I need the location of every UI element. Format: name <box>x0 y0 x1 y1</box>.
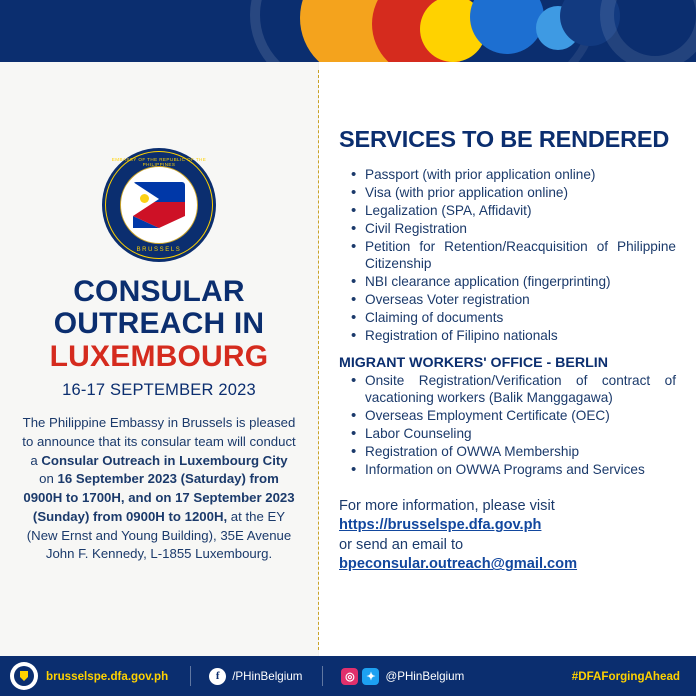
list-item: • Visa (with prior application online) <box>349 185 676 202</box>
footer-facebook-label: /PHinBelgium <box>232 669 303 683</box>
list-item: • Passport (with prior application online) <box>349 167 676 184</box>
description-end: at the EY (New Ernst and Young Building), 35E Avenue John F. Kennedy, L-1855 Luxembourg. <box>26 508 292 562</box>
embassy-seal-icon <box>102 148 216 262</box>
info-line-2: or send an email to <box>339 536 464 553</box>
twitter-icon[interactable]: ✦ <box>362 668 379 685</box>
footer-divider <box>190 666 191 686</box>
list-item: • Onsite Registration/Verification of contract of vacationing workers (Balik Manggagawa) <box>349 373 676 407</box>
footer-social-label: @PHinBelgium <box>385 669 465 683</box>
list-item: • Civil Registration <box>349 221 676 238</box>
top-banner <box>0 0 696 62</box>
list-item: • Labor Counseling <box>349 426 676 443</box>
services-heading: SERVICES TO BE RENDERED <box>339 126 670 152</box>
seal-shield-icon <box>133 182 185 228</box>
list-item: • Registration of Filipino nationals <box>349 328 676 345</box>
title-line-3: LUXEMBOURG <box>49 339 269 373</box>
seal-text-top: EMBASSY OF THE REPUBLIC OF THE PHILIPPINES <box>111 157 207 167</box>
list-item: • Overseas Employment Certificate (OEC) <box>349 408 676 425</box>
list-item: • Petition for Retention/Reacquisition of Philippine Citizenship <box>349 239 676 273</box>
right-panel <box>319 62 696 656</box>
description-intro: The Philippine Embassy in Brussels is pleased to announce that its consular team will conduct a <box>22 415 296 468</box>
info-line-1: For more information, please visit <box>339 497 555 514</box>
email-link[interactable]: bpeconsular.outreach@gmail.com <box>339 556 578 573</box>
contact-info <box>339 497 676 575</box>
page-title <box>22 276 296 373</box>
mwo-heading: MIGRANT WORKERS' OFFICE - BERLIN <box>339 354 608 371</box>
facebook-icon[interactable]: f <box>209 668 226 685</box>
seal-text-bottom: BRUSSELS <box>136 247 182 253</box>
list-item: • Registration of OWWA Membership <box>349 444 676 461</box>
event-description <box>22 414 296 564</box>
footer-bar <box>0 656 696 696</box>
title-line-2: OUTREACH IN <box>53 307 265 341</box>
embassy-seal-wrap <box>22 148 296 262</box>
services-list <box>349 167 676 345</box>
description-mid: on <box>39 471 58 487</box>
footer-social[interactable] <box>341 668 464 685</box>
footer-facebook[interactable] <box>209 668 302 685</box>
footer-website[interactable]: brusselspe.dfa.gov.ph <box>46 669 169 683</box>
left-panel <box>0 62 318 656</box>
mwo-services-list <box>349 373 676 479</box>
list-item: • Information on OWWA Programs and Services <box>349 462 676 479</box>
footer-divider-2 <box>322 666 323 686</box>
title-line-1: CONSULAR <box>73 275 245 308</box>
description-bold-1: Consular Outreach in Luxembourg City <box>41 452 288 468</box>
list-item: • Legalization (SPA, Affidavit) <box>349 203 676 220</box>
footer-seal-icon <box>10 662 38 690</box>
event-dates: 16-17 SEPTEMBER 2023 <box>62 381 256 400</box>
footer-hashtag: #DFAForgingAhead <box>571 669 680 683</box>
instagram-icon[interactable]: ◎ <box>341 668 358 685</box>
website-link[interactable]: https://brusselspe.dfa.gov.ph <box>339 517 542 534</box>
decorative-arc-right <box>600 0 696 62</box>
list-item: • Overseas Voter registration <box>349 292 676 309</box>
description-bold-2: 16 September 2023 (Saturday) from 0900H to 1700H, and on 17 September 2023 (Sunday) from 0900H to 1200H, <box>23 471 295 524</box>
list-item: • Claiming of documents <box>349 310 676 327</box>
list-item: • NBI clearance application (fingerprinting) <box>349 274 676 291</box>
